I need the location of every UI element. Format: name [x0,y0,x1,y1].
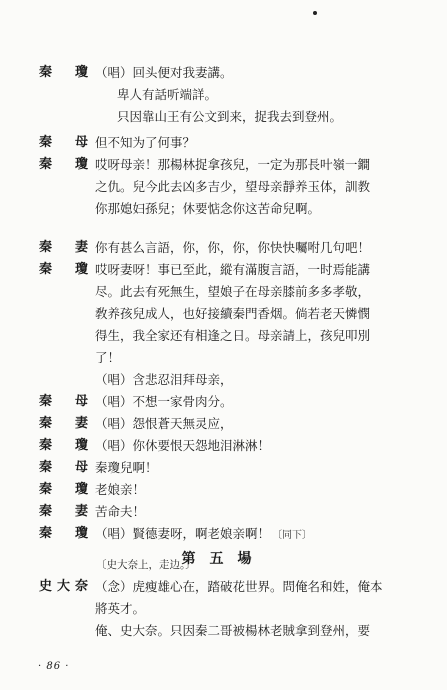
line-text-content: 秦瓊兒啊！ [95,460,158,475]
line-text [95,576,383,598]
line-text-content: 將英才。 [95,601,146,616]
line-text [95,620,370,642]
dialogue-line [0,435,447,457]
line-text-content: （唱）回头便对我妻講。 [95,65,233,80]
line-text [95,132,195,154]
speaker-name: 秦 瓊 [39,65,94,80]
speaker-name: 秦 瓊 [39,482,94,497]
line-text [117,106,342,128]
dialogue-line [0,62,447,84]
line-text-content: （念）虎瘦雄心在，踏破花世界。問俺名和姓，俺本 [95,579,383,594]
dialogue-line [0,576,447,598]
dialogue-line [0,132,447,154]
line-text-content: 尽。此去有死無生，望娘子在母亲膝前多多孝敬， [95,284,371,299]
line-text [95,154,370,176]
speaker-name: 秦 瓊 [39,157,94,172]
dialogue-line [0,391,447,413]
dialogue-line [0,259,447,281]
line-text-content: 卑人有話听端詳。 [117,87,218,102]
dialogue-line [0,501,447,523]
speaker-name: 秦 妻 [39,504,94,519]
line-text-content: 了！ [95,350,121,365]
line-text [95,501,145,523]
line-text-content: 俺、史大奈。只因秦二哥被楊林老賊拿到登州，要 [95,623,371,638]
line-text [117,84,217,106]
dialogue-line [0,176,447,198]
line-text-content: （唱）含悲忍泪拜母亲， [95,372,233,387]
line-text-content: 但不知为了何事？ [95,135,196,150]
dialogue-line [0,523,447,545]
dialogue-line [0,281,447,303]
line-text [95,303,370,325]
line-text-content: 你那媳妇孫兒；休要惦念你这苦命兒啊。 [95,201,321,216]
speaker-name: 秦 瓊 [39,262,94,277]
dialogue-line [0,347,447,369]
line-text-content: 苦命夫！ [95,504,146,519]
line-text [95,347,120,369]
line-text-content: 哎呀母亲！那楊林捉拿孩兒，一定为那長叶嶺一鐧 [95,157,371,172]
dialogue-line [0,84,447,106]
dialogue-line [0,106,447,128]
line-text [95,457,158,479]
dialogue-line [0,237,447,259]
stage-direction: 〔史大奈上，走边。〕 [96,559,196,571]
ink-dot [313,11,317,15]
speaker-name: 秦 母 [39,135,94,150]
line-text [95,479,145,501]
line-text-content: 只因靠山王有公文到来，捉我去到登州。 [117,109,343,124]
line-text [95,369,233,391]
line-text [95,237,370,259]
line-text [95,259,370,281]
dialogue-line [0,325,447,347]
line-text [95,281,370,303]
line-text-content: 哎呀妻呀！事已至此，縱有滿腹言語，一时焉能講 [95,262,371,277]
line-text [95,435,270,457]
line-text [95,325,370,347]
line-text-content: （唱）怨恨蒼天無灵应， [95,416,233,431]
dialogue-line [0,479,447,501]
speaker-name: 秦 妻 [39,240,94,255]
line-text-content: 老娘亲！ [95,482,146,497]
dialogue-line [0,413,447,435]
stage-note: 〔同下〕 [272,530,313,541]
line-text [95,598,145,620]
speaker-name: 秦 瓊 [39,438,94,453]
line-text [95,413,233,435]
line-text [95,523,312,547]
line-text-content: （唱）不想一家骨肉分。 [95,394,233,409]
line-text-content: 你有甚么言語，你，你，你，你快快囑咐几句吧！ [95,240,371,255]
line-text-content: 得生，我全家还有相逢之日。母亲請上，孩兒叩別 [95,328,371,343]
line-text-content: 敎养孩兒成人，也好接續秦門香烟。倘若老天憐憫 [95,306,371,321]
line-text-content: （唱）你休要恨天怨地泪淋淋！ [95,438,271,453]
dialogue-line [0,198,447,220]
line-text [95,198,320,220]
dialogue-line [0,154,447,176]
dialogue-line [0,620,447,642]
dialogue-line [0,369,447,391]
scene-title: 第五場 [181,551,266,567]
line-text [95,176,370,198]
speaker-name: 秦 妻 [39,416,94,431]
line-text [95,62,233,84]
dialogue-line [0,598,447,620]
line-text [95,391,233,413]
page-number: · 86 · [38,661,70,672]
speaker-name: 秦 母 [39,460,94,475]
line-text-content: 之仇。兒今此去凶多吉少，望母亲靜养玉体，訓教 [95,179,371,194]
speaker-name: 秦 母 [39,394,94,409]
line-text-content: （唱）賢德妻呀，啊老娘亲啊！ [95,526,271,541]
dialogue-line [0,303,447,325]
speaker-name: 秦 瓊 [39,526,94,541]
dialogue-line [0,457,447,479]
speaker-name: 史大奈 [39,579,94,594]
